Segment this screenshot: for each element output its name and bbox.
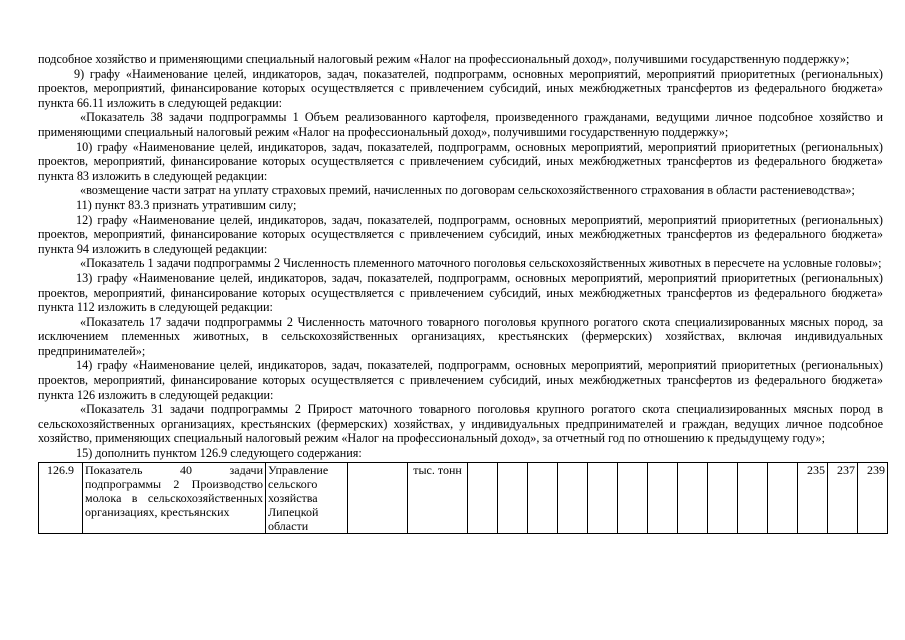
empty-cell: [738, 462, 768, 533]
paragraph-continuation: подсобное хозяйство и применяющими специальный налоговый режим «Налог на профессиональный доход», получившими государственную поддержку»;: [38, 52, 850, 66]
table-row: [39, 462, 888, 533]
paragraph-quote-indicator-1: «Показатель 1 задачи подпрограммы 2 Численность племенного маточного поголовья сельскохозяйственных животных в пересчете на условные головы»;: [80, 256, 882, 271]
document-body: [38, 52, 883, 461]
paragraph-item-10: 10) графу «Наименование целей, индикаторов, задач, показателей, подпрограмм, основных мероприятий, мероприятий приоритетных (региональных) проектов, мероприятий, финансирование которых осуществляется с привлечением субсидий, иных межбюджетных трансфертов из федерального бюджета» пункта 83 изложить в следующей редакции:: [38, 139, 883, 183]
indicator-name-cell: Показатель 40 задачи подпрограммы 2 Производство молока в сельскохозяйственных организациях, крестьянских: [83, 462, 266, 533]
paragraph-item-14: 14) графу «Наименование целей, индикаторов, задач, показателей, подпрограмм, основных мероприятий, мероприятий приоритетных (региональных) проектов, мероприятий, финансирование которых осуществляется с привлечением субсидий, иных межбюджетных трансфертов из федерального бюджета» пункта 126 изложить в следующей редакции:: [38, 358, 883, 402]
value-cell: 239: [858, 462, 888, 533]
paragraph-item-9: 9) графу «Наименование целей, индикаторов, задач, показателей, подпрограмм, основных мероприятий, мероприятий приоритетных (региональных) проектов, мероприятий, финансирование которых осуществляется с привлечением субсидий, иных межбюджетных трансфертов из федерального бюджета» пункта 66.11 изложить в следующей редакции:: [38, 66, 883, 110]
unit-cell: тыс. тонн: [408, 462, 468, 533]
paragraph-item-12: 12) графу «Наименование целей, индикаторов, задач, показателей, подпрограмм, основных мероприятий, мероприятий приоритетных (региональных) проектов, мероприятий, финансирование которых осуществляется с привлечением субсидий, иных межбюджетных трансфертов из федерального бюджета» пункта 94 изложить в следующей редакции:: [38, 212, 883, 256]
paragraph-quote-indicator-38: «Показатель 38 задачи подпрограммы 1 Объем реализованного картофеля, произведенного гражданами, ведущими личное подсобное хозяйство и применяющими специальный налоговый режим «Налог на профессиональный доход», получившими государственную поддержку»;: [38, 110, 883, 139]
empty-cell: [348, 462, 408, 533]
executor-cell: Управление сельского хозяйства Липецкой области: [266, 462, 348, 533]
paragraph-quote-indicator-17: «Показатель 17 задачи подпрограммы 2 Численность маточного товарного поголовья крупного рогатого скота специализированных мясных пород, за исключением племенных животных, в сельскохозяйственных организациях, крестьянских (фермерских) хозяйствах, включая индивидуальных предпринимателей»;: [38, 314, 883, 358]
empty-cell: [468, 462, 498, 533]
row-number-cell: 126.9: [39, 462, 83, 533]
paragraph-item-13: 13) графу «Наименование целей, индикаторов, задач, показателей, подпрограмм, основных мероприятий, мероприятий приоритетных (региональных) проектов, мероприятий, финансирование которых осуществляется с привлечением субсидий, иных межбюджетных трансфертов из федерального бюджета» пункта 112 изложить в следующей редакции:: [38, 270, 883, 315]
empty-cell: [708, 462, 738, 533]
paragraph-item-11: 11) пункт 83.3 признать утратившим силу;: [76, 197, 297, 212]
value-cell: 235: [798, 462, 828, 533]
paragraph-item-15: 15) дополнить пунктом 126.9 следующего содержания:: [76, 446, 362, 461]
empty-cell: [678, 462, 708, 533]
empty-cell: [618, 462, 648, 533]
empty-cell: [498, 462, 528, 533]
empty-cell: [588, 462, 618, 533]
paragraph-quote-indicator-31: «Показатель 31 задачи подпрограммы 2 Прирост маточного товарного поголовья крупного рогатого скота специализированных мясных пород в сельскохозяйственных организациях, крестьянских (фермерских) хозяйствах, у индивидуальных предпринимателей и граждан, ведущих личное подсобное хозяйство, применяющих специальный налоговый режим «Налог на профессиональный доход», за отчетный год по отношению к предыдущему году»;: [38, 402, 883, 446]
empty-cell: [528, 462, 558, 533]
document-page: [38, 52, 883, 534]
paragraph-quote-insurance: «возмещение части затрат на уплату страховых премий, начисленных по договорам сельскохозяйственного страхования в области растениеводства»;: [80, 183, 855, 198]
empty-cell: [648, 462, 678, 533]
indicator-table: [38, 462, 888, 534]
empty-cell: [768, 462, 798, 533]
value-cell: 237: [828, 462, 858, 533]
empty-cell: [558, 462, 588, 533]
